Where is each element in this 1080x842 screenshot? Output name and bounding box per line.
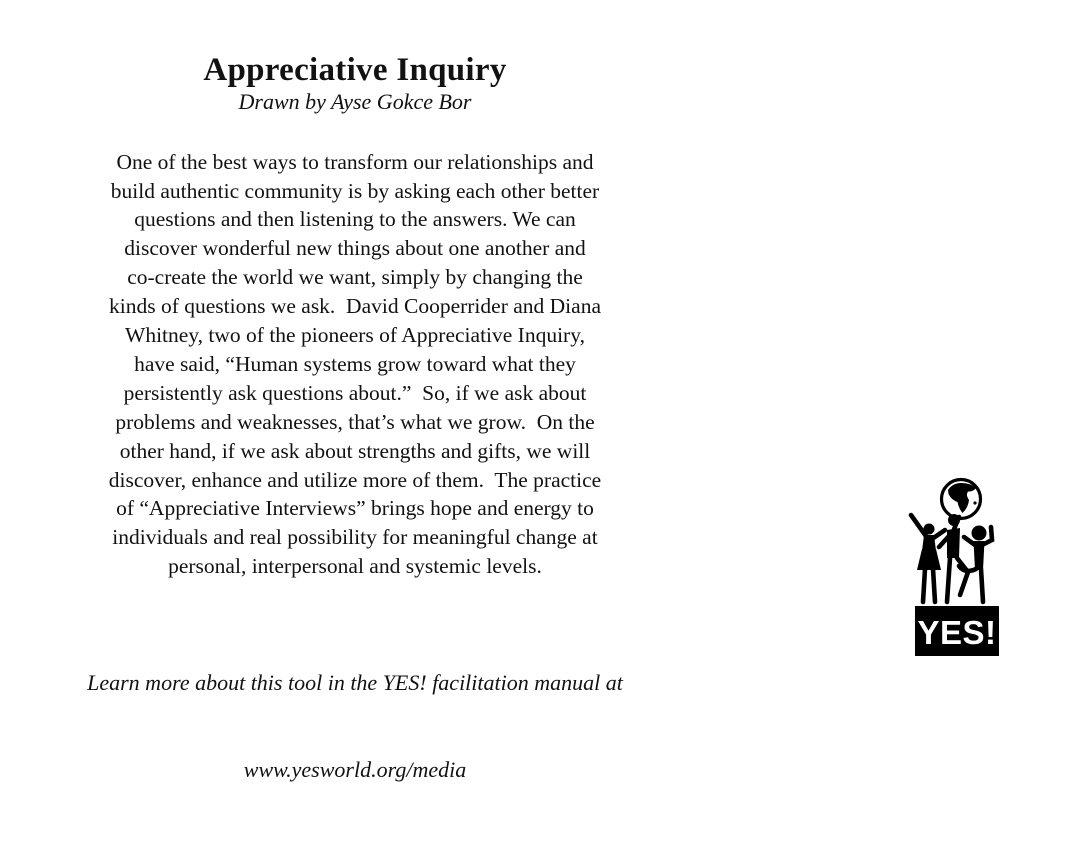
dancers-icon <box>911 514 992 602</box>
page-title: Appreciative Inquiry <box>203 52 507 88</box>
footer-note <box>45 610 665 842</box>
yes-label: YES! <box>917 614 997 651</box>
yes-logo <box>902 473 1002 657</box>
yes-world-logo-icon <box>902 473 1002 657</box>
text-column <box>45 0 665 842</box>
footer-line: Learn more about this tool in the YES! facilitation manual at <box>87 670 623 696</box>
globe-icon <box>942 480 981 519</box>
footer-url: www.yesworld.org/media <box>243 757 467 783</box>
page-subtitle: Drawn by Ayse Gokce Bor <box>238 89 472 115</box>
body-paragraph: One of the best ways to transform our relationships and build authentic community is by asking each other better questions and then listening to the answers. We can discover wonderful new things about one another and co-create the world we want, simply by changing the kinds of questions we ask. David Cooperrider and Diana Whitney, two of the pioneers of Appreciative Inquiry, have said, “Human systems grow toward what they persistently ask questions about.” So, if we ask about problems and weaknesses, that’s what we grow. On the other hand, if we ask about strengths and gifts, we will discover, enhance and utilize more of them. The practice of “Appreciative Interviews” brings hope and energy to individuals and real possibility for meaningful change at personal, interpersonal and systemic levels. <box>108 149 602 579</box>
yes-box <box>915 606 999 656</box>
